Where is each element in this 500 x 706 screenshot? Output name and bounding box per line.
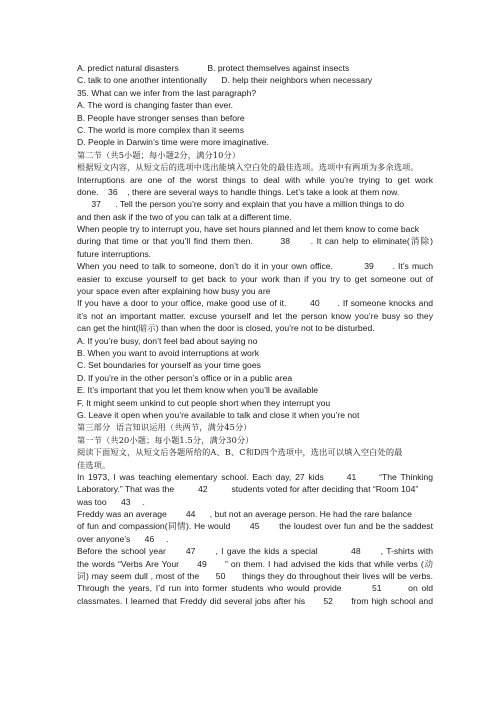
text-line: A. predict natural disasters B. protect themselves against insects [77,63,350,73]
text-line: D. People in Darwin’s time were more imaginative. [77,137,269,148]
text-line: If you have a door to your office, make good use of it. 40 . If someone knocks and [77,298,433,309]
text-line: In 1973, I was teaching elementary school. Each day, 27 kids 41 “The Thinking [77,471,433,482]
text-line: 37 . Tell the person you’re sorry and explain that you have a million things to do [77,199,405,210]
text-line: and then ask if the two of you can talk at a different time. [77,211,292,222]
text-line: C. The world is more complex than it seems [77,124,245,135]
text-line: can get the hint(暗示) than when the door is closed, you’re not to be disturbed. [77,323,375,334]
text-line: B. When you want to avoid interruptions at work [77,347,259,358]
text-line: 35. What can we infer from the last paragraph? [77,87,257,98]
text-line: C. talk to one another intentionally D. help their neighbors when necessary [77,75,373,86]
text-line: 根据短文内容，从短文后的选项中选出能填入空白处的最佳选项。选项中有两项为多余选项。 [77,162,419,173]
text-line: Interruptions are one of the worst things to deal with while you’re trying to get work [77,174,433,185]
text-line: G. Leave it open when you’re available to talk and close it when you’re not [77,409,360,420]
text-line: during that time or that you’ll find them then. 38 . It can help to eliminate(消除) [77,236,433,247]
text-line: Laboratory.” That was the 42 students voted for after deciding that “Room 104” [77,484,419,495]
text-line: Before the school year 47 , I gave the kids a special 48 , T-shirts with [77,546,433,557]
text-line: future interruptions. [77,248,152,259]
text-line: classmates. I learned that Freddy did several jobs after his 52 from high school and [77,595,433,606]
text-line: it’s not an important matter. excuse yourself and let the person know you’re busy so they [77,310,433,321]
text-line: A. The word is changing faster than ever. [77,100,234,111]
text-line: B. People have stronger senses than before [77,112,245,123]
text-line: your space even after explaining how busy you are [77,286,271,297]
text-line: 词) may seem dull , most of the 50 things they do throughout their lives will be verbs. [77,571,433,582]
text-line: 第二节（共5小题；每小题2分，满分10分） [77,149,241,160]
text-line: When you need to talk to someone, don’t do it in your own office. 39 . It’s much [77,261,433,272]
text-line: F. It might seem unkind to cut people short when they interrupt you [77,397,331,408]
text-line: 佳选项。 [77,459,111,470]
text-line: When people try to interrupt you, have set hours planned and let them know to come back [77,224,420,235]
text-line: Freddy was an average 44 , but not an average person. He had the rare balance [77,509,412,520]
text-line: 第一节（共20小题；每小题1.5分，满分30分） [77,434,254,445]
text-line: C. Set boundaries for yourself as your time goes [77,360,261,371]
text-line: D. If you’re in the other person’s office or in a public area [77,372,293,383]
text-line: of fun and compassion(同情). He would 45 the loudest over fun and be the saddest [77,521,433,532]
text-line: 第三部分 语言知识运用（共两节，满分45分） [77,422,252,433]
text-line: over anyone’s 46 . [77,533,169,544]
text-line: A. If you’re busy, don’t feel bad about saying no [77,335,258,346]
text-line: easier to excuse yourself to get back to your work than if you try to get someone out of [77,273,433,284]
text-line: Through the years, I’d run into former students who would provide 51 on old [77,583,433,594]
text-line: E. It’s important that you let them know when you’ll be available [77,385,319,396]
text-line: the words “Verbs Are Your 49 ” on them. I had advised the kids that while verbs (动 [77,558,433,569]
text-line: 阅读下面短文，从短文后各题所给的A、B、C和D四个选项中，选出可以填入空白处的最 [77,447,403,458]
text-line: done. 36 , there are several ways to handle things. Let’s take a look at them now. [77,186,400,197]
document-page [77,62,433,607]
text-line: was too 43 . [77,496,145,507]
